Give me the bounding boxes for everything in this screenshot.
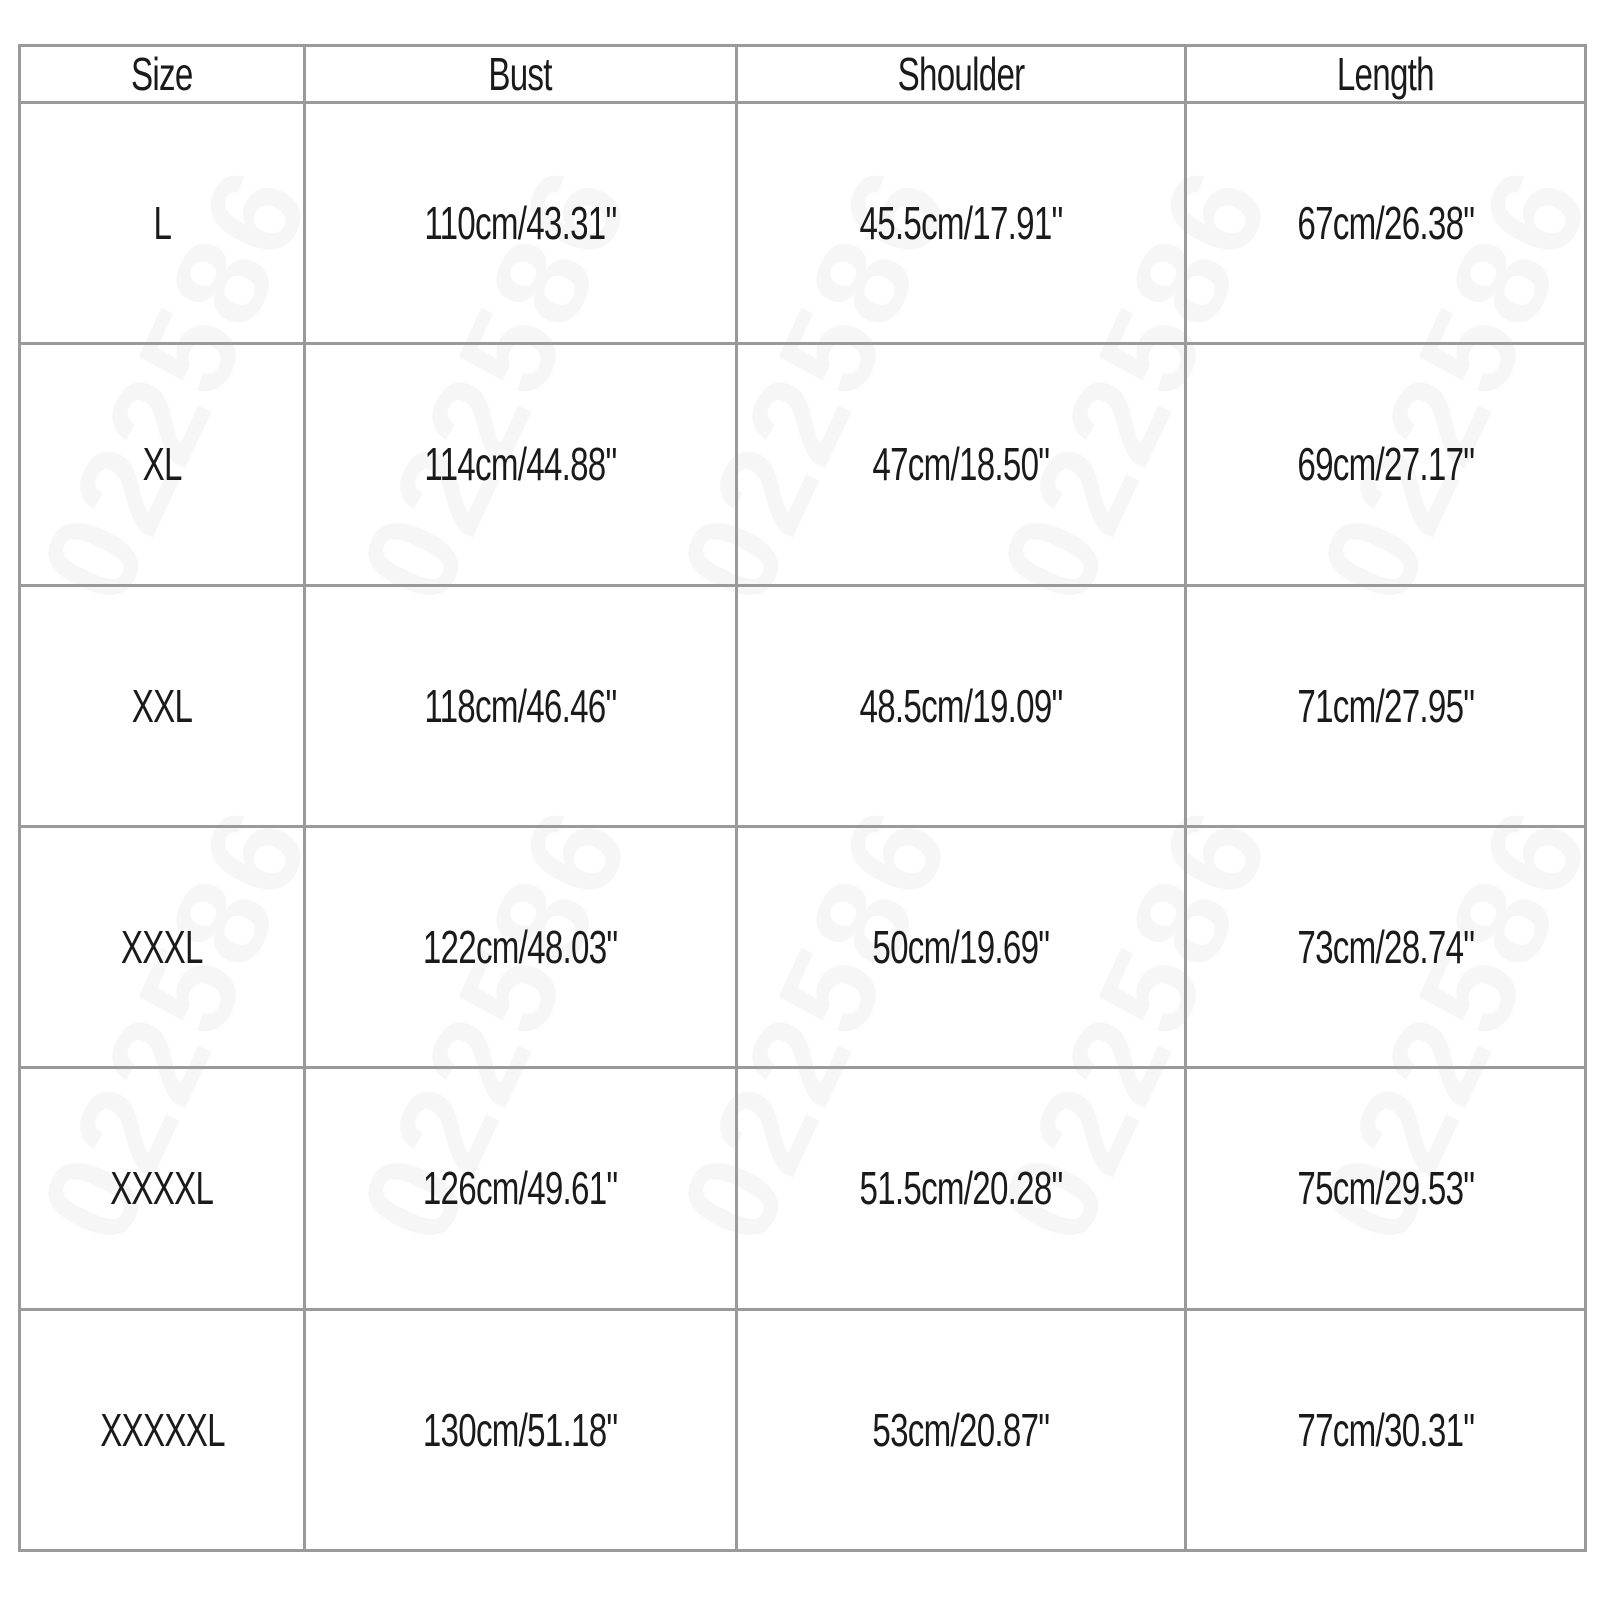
- header-shoulder: Shoulder: [737, 46, 1186, 103]
- cell-bust: 126cm/49.61": [305, 1068, 737, 1309]
- header-length: Length: [1186, 46, 1586, 103]
- cell-length: 69cm/27.17": [1186, 344, 1586, 585]
- cell-shoulder: 53cm/20.87": [737, 1309, 1186, 1550]
- cell-size: XXXXL: [20, 1068, 305, 1309]
- cell-shoulder: 48.5cm/19.09": [737, 585, 1186, 826]
- size-chart-table: [18, 44, 1587, 1552]
- table-row: [20, 585, 1586, 826]
- table-row: [20, 826, 1586, 1067]
- cell-bust: 130cm/51.18": [305, 1309, 737, 1550]
- table-row: [20, 1068, 1586, 1309]
- header-bust: Bust: [305, 46, 737, 103]
- cell-length: 75cm/29.53": [1186, 1068, 1586, 1309]
- table-header-row: [20, 46, 1586, 103]
- cell-size: XXXXXL: [20, 1309, 305, 1550]
- cell-size: XXL: [20, 585, 305, 826]
- cell-length: 73cm/28.74": [1186, 826, 1586, 1067]
- cell-length: 71cm/27.95": [1186, 585, 1586, 826]
- cell-shoulder: 51.5cm/20.28": [737, 1068, 1186, 1309]
- header-size: Size: [20, 46, 305, 103]
- table-row: [20, 1309, 1586, 1550]
- cell-size: XXXL: [20, 826, 305, 1067]
- table-row: [20, 344, 1586, 585]
- cell-shoulder: 45.5cm/17.91": [737, 103, 1186, 344]
- cell-length: 67cm/26.38": [1186, 103, 1586, 344]
- cell-bust: 110cm/43.31": [305, 103, 737, 344]
- cell-bust: 114cm/44.88": [305, 344, 737, 585]
- cell-bust: 122cm/48.03": [305, 826, 737, 1067]
- cell-bust: 118cm/46.46": [305, 585, 737, 826]
- table-row: [20, 103, 1586, 344]
- cell-shoulder: 47cm/18.50": [737, 344, 1186, 585]
- cell-shoulder: 50cm/19.69": [737, 826, 1186, 1067]
- cell-size: XL: [20, 344, 305, 585]
- cell-length: 77cm/30.31": [1186, 1309, 1586, 1550]
- cell-size: L: [20, 103, 305, 344]
